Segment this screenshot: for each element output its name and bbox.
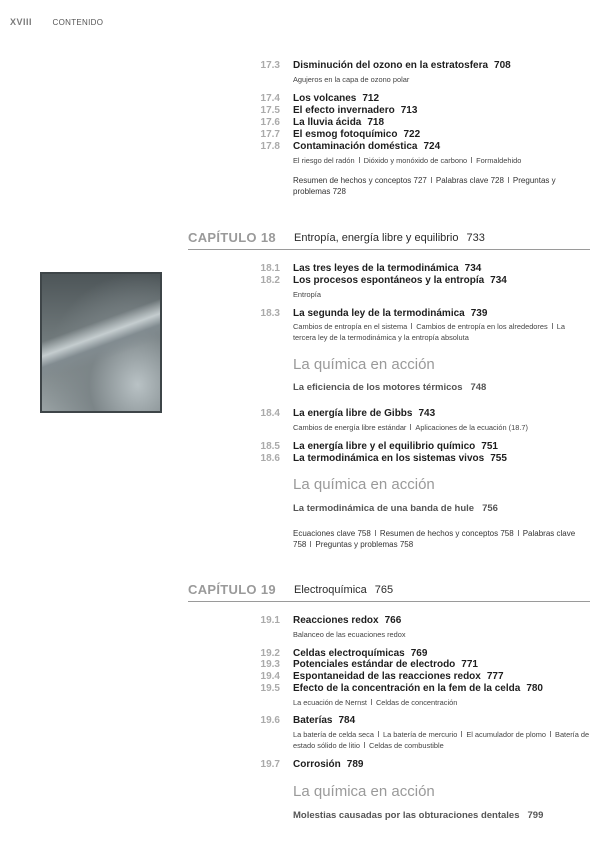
section-number: 19.4 (260, 671, 280, 682)
chapter-title: Entropía, energía libre y equilibrio (294, 232, 459, 244)
accion-heading: La química en acción (293, 356, 435, 373)
subtopics-17-8 (293, 156, 589, 167)
page-ref: 743 (418, 408, 436, 419)
section-title: Potenciales estándar de electrodo (293, 659, 456, 670)
section-number: 17.3 (260, 60, 280, 71)
page-ref: 718 (367, 117, 385, 128)
page-ref: 789 (346, 759, 364, 770)
subtopic: Cambios de entropía en los alrededores (416, 322, 548, 331)
separator (371, 699, 372, 705)
section-title: Celdas electroquímicas (293, 648, 405, 659)
chapter-18-summary (293, 529, 589, 550)
section-number: 18.3 (260, 308, 280, 319)
section-title: La energía libre de Gibbs (293, 408, 413, 419)
separator (431, 177, 432, 183)
section-title: Contaminación doméstica (293, 141, 418, 152)
page-ref: 756 (482, 503, 498, 514)
section-title: El efecto invernadero (293, 105, 395, 116)
chapter-17-summary (293, 176, 589, 197)
accion-title: La termodinámica de una banda de hule (293, 503, 475, 514)
section-number: 18.2 (260, 275, 280, 286)
page-ref: 734 (490, 275, 507, 286)
accion-title: Molestias causadas por las obturaciones dentales (293, 810, 520, 821)
page-ref: 751 (481, 441, 498, 452)
summary-item: Preguntas y problemas 758 (315, 539, 414, 549)
separator (364, 742, 365, 748)
section-title: Corrosión (293, 759, 341, 770)
section-title: La termodinámica en los sistemas vivos (293, 453, 485, 464)
section-number: 19.5 (260, 683, 280, 694)
subtopic: Celdas de combustible (368, 740, 444, 750)
summary-item: Palabras clave 758 (293, 529, 576, 549)
accion-entry-2[interactable] (293, 503, 498, 514)
page-ref: 722 (403, 129, 421, 140)
summary-item: Preguntas y problemas 728 (293, 176, 556, 196)
section-title: CONTENIDO (52, 18, 104, 27)
subtopic: La batería de mercurio (382, 730, 458, 739)
chapter-rule (188, 601, 590, 602)
section-title: La segunda ley de la termodinámica (293, 308, 465, 319)
accion-heading: La química en acción (293, 783, 435, 800)
section-number: 17.5 (260, 105, 280, 116)
page-ref: 765 (374, 584, 394, 596)
separator (518, 530, 519, 536)
chapter-word: CAPÍTULO (188, 230, 257, 245)
section-title: La energía libre y el equilibrio químico (293, 441, 476, 452)
subtopics-18-3 (293, 322, 589, 343)
section-number: 19.3 (260, 659, 280, 670)
subtopics-18-4 (293, 423, 589, 434)
page-ref: 784 (338, 715, 356, 726)
section-number: 17.7 (260, 129, 280, 140)
chapter-word: CAPÍTULO (188, 582, 257, 597)
separator (552, 323, 553, 329)
page-ref: 724 (423, 141, 441, 152)
subtopics-17-3: Agujeros en la capa de ozono polar (293, 75, 410, 84)
page-ref: 712 (362, 93, 380, 104)
section-number: 18.4 (260, 408, 280, 419)
subtopic: Celdas de concentración (375, 698, 458, 707)
section-number: 19.7 (260, 759, 280, 770)
section-title: Efecto de la concentración en la fem de la celda (293, 683, 521, 694)
subtopic: Batería de estado sólido de litio (293, 730, 590, 750)
separator (410, 424, 411, 430)
page-ref: 708 (494, 60, 511, 71)
accion-entry-3[interactable] (293, 810, 543, 821)
subtopics-19-1: Balanceo de las ecuaciones redox (293, 630, 406, 639)
section-number: 17.6 (260, 117, 280, 128)
separator (550, 731, 551, 737)
section-title: Los volcanes (293, 93, 357, 104)
page-ref: 713 (400, 105, 418, 116)
page-ref: 769 (410, 648, 428, 659)
accion-title: La eficiencia de los motores térmicos (293, 382, 463, 393)
separator (411, 323, 412, 329)
chapter-rule (188, 249, 590, 250)
section-title: La lluvia ácida (293, 117, 362, 128)
subtopic: Formaldehido (476, 156, 522, 165)
page-ref: 799 (527, 810, 544, 821)
page-ref: 777 (486, 671, 504, 682)
separator (359, 157, 360, 163)
subtopic: La tercera ley de la termodinámica y la entropía absoluta (293, 322, 565, 342)
section-title: Baterías (293, 715, 333, 726)
section-title: Disminución del ozono en la estratosfera (293, 60, 489, 71)
running-head (10, 17, 103, 27)
page-ref: 748 (470, 382, 487, 393)
chapter-label (188, 230, 276, 245)
section-number: 17.8 (260, 141, 280, 152)
separator (378, 731, 379, 737)
section-number: 19.6 (260, 715, 280, 726)
page-ref: 755 (490, 453, 507, 464)
section-title: Espontaneidad de las reacciones redox (293, 671, 481, 682)
page-ref: 733 (466, 232, 485, 244)
subtopic: El riesgo del radón (293, 156, 355, 165)
subtopics-19-5 (293, 698, 589, 709)
section-title: El esmog fotoquímico (293, 129, 398, 140)
section-number: 19.1 (260, 615, 280, 626)
section-number: 17.4 (260, 93, 280, 104)
subtopic: Dióxido y monóxido de carbono (363, 156, 468, 165)
subtopic: Cambios de energía libre estándar (293, 423, 407, 432)
subtopic: La ecuación de Nernst (293, 698, 367, 707)
page-ref: 766 (384, 615, 402, 626)
page-ref: 739 (470, 308, 488, 319)
section-number: 18.6 (260, 453, 280, 464)
chapter-18-photo (40, 272, 162, 413)
chapter-number: 19 (260, 582, 276, 597)
accion-entry-1[interactable] (293, 382, 486, 393)
chapter-title: Electroquímica (294, 584, 367, 596)
separator (310, 541, 311, 547)
section-number: 19.2 (260, 648, 280, 659)
subtopic: El acumulador de plomo (466, 730, 547, 739)
subtopic: Aplicaciones de la ecuación (18.7) (415, 423, 528, 432)
summary-item: Resumen de hechos y conceptos 758 (379, 529, 514, 538)
subtopics-18-2: Entropía (293, 290, 321, 299)
chapter-19-header[interactable] (0, 582, 600, 602)
chapter-number: 18 (260, 230, 276, 245)
subtopic: Cambios de entropía en el sistema (293, 322, 408, 331)
page-ref: 771 (461, 659, 478, 670)
section-title: Los procesos espontáneos y la entropía (293, 275, 485, 286)
summary-item: Palabras clave 728 (435, 176, 504, 185)
page-number: XVIII (10, 17, 33, 27)
page-ref: 734 (464, 263, 482, 274)
subtopic: La batería de celda seca (293, 730, 374, 739)
summary-item: Resumen de hechos y conceptos 727 (293, 176, 427, 185)
subtopics-19-6 (293, 730, 593, 751)
separator (471, 157, 472, 163)
page-ref: 780 (526, 683, 543, 694)
summary-item: Ecuaciones clave 758 (293, 529, 371, 538)
accion-heading: La química en acción (293, 476, 435, 493)
separator (508, 177, 509, 183)
chapter-18-header[interactable] (0, 230, 600, 250)
section-title: Reacciones redox (293, 615, 379, 626)
section-number: 18.1 (260, 263, 280, 274)
separator (375, 530, 376, 536)
separator (461, 731, 462, 737)
section-number: 18.5 (260, 441, 280, 452)
section-title: Las tres leyes de la termodinámica (293, 263, 459, 274)
chapter-label (188, 582, 276, 597)
